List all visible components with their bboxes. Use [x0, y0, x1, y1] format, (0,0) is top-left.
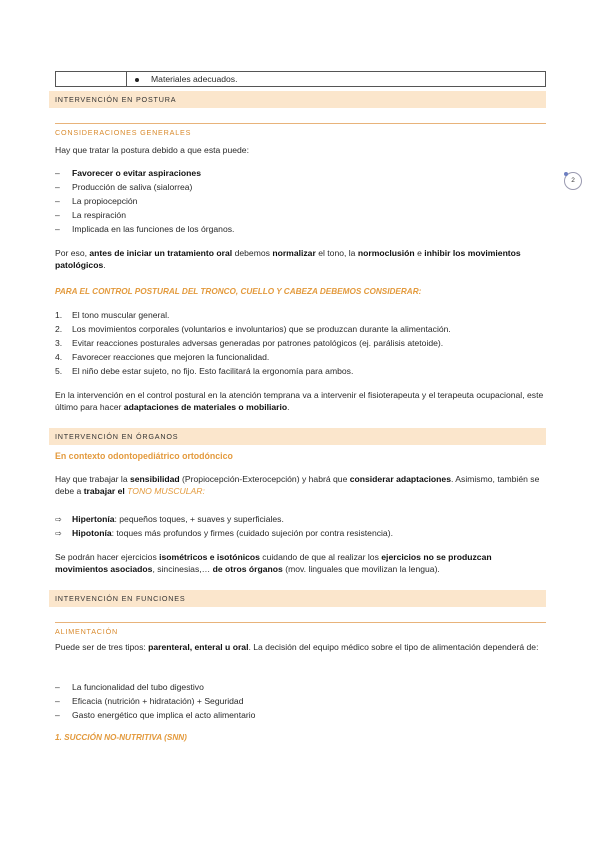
subheading-consideraciones: CONSIDERACIONES GENERALES [55, 123, 546, 138]
paragraph-alimentacion: Puede ser de tres tipos: parenteral, enteral u oral. La decisión del equipo médico sobre el tipo de alimentación dependerá de: [55, 642, 539, 652]
list-item: 5. El niño debe estar sujeto, no fijo. Esto facilitará la ergonomía para ambos. [55, 366, 354, 376]
table-item: Materiales adecuados. [151, 74, 238, 84]
subheading-alimentacion: ALIMENTACIÓN [55, 622, 546, 637]
paragraph-intervencion: En la intervención en el control postural en la atención temprana va a intervenir el fisioterapeuta y el terapeuta ocupacional, este último para hacer adaptaciones de materiales o mobiliario. [55, 390, 544, 413]
table-empty-cell [56, 72, 127, 86]
arrow-icon: ⇨ [55, 515, 62, 524]
subheading-snn: 1. SUCCIÓN NO-NUTRITIVA (SNN) [55, 733, 187, 742]
list-item: – Favorecer o evitar aspiraciones [55, 168, 201, 178]
list-decision [55, 680, 546, 722]
list-item: 1. El tono muscular general. [55, 310, 170, 320]
section-band-organos: INTERVENCIÓN EN ÓRGANOS [49, 428, 546, 445]
paragraph-ejercicios: Se podrán hacer ejercicios isométricos e isotónicos cuidando de que al realizar los ejercicios no se produzcan movimientos asociados, sincinesias,… de otros órganos (mov. linguales que movilizan la lengua). [55, 552, 492, 575]
arrow-icon: ⇨ [55, 529, 62, 538]
badge-dot-icon [564, 172, 568, 176]
subheading-control-postural: PARA EL CONTROL POSTURAL DEL TRONCO, CUELLO Y CABEZA DEBEMOS CONSIDERAR: [55, 287, 422, 296]
paragraph-normalizar: Por eso, antes de iniciar un tratamiento oral debemos normalizar el tono, la normoclusión e inhibir los movimientos patológicos. [55, 248, 521, 271]
list-aspects [55, 166, 546, 236]
list-item: – La respiración [55, 210, 126, 220]
materials-table [55, 71, 546, 87]
bullet-icon [135, 78, 139, 82]
list-item: 3. Evitar reacciones posturales adversas generadas por patrones patológicos (ej. parálisis atetoide). [55, 338, 444, 348]
list-item: 4. Favorecer reacciones que mejoren la funcionalidad. [55, 352, 270, 362]
subheading-odontopediatrico: En contexto odontopediátrico ortodóncico [55, 451, 233, 461]
page-number: 2 [571, 177, 575, 184]
page-number-badge [564, 172, 582, 190]
list-item: – Implicada en las funciones de los órganos. [55, 224, 235, 234]
list-item: – La funcionalidad del tubo digestivo [55, 682, 204, 692]
list-item: – Eficacia (nutrición + hidratación) + Seguridad [55, 696, 244, 706]
paragraph-intro: Hay que tratar la postura debido a que esta puede: [55, 145, 249, 155]
list-item: – Gasto energético que implica el acto alimentario [55, 710, 256, 720]
list-item: ⇨ Hipertonía: pequeños toques, + suaves y superficiales. [55, 512, 546, 526]
list-item: 2. Los movimientos corporales (voluntarios e involuntarios) que se produzcan durante la alimentación. [55, 324, 451, 334]
paragraph-sensibilidad: Hay que trabajar la sensibilidad (Propiocepción-Exterocepción) y habrá que considerar adaptaciones. Asimismo, también se debe a trabajar el TONO MUSCULAR: [55, 474, 540, 497]
section-band-funciones: INTERVENCIÓN EN FUNCIONES [49, 590, 546, 607]
list-tono [55, 512, 546, 540]
list-item: – Producción de saliva (sialorrea) [55, 182, 193, 192]
section-band-postura: INTERVENCIÓN EN POSTURA [49, 91, 546, 108]
table-cell [127, 72, 545, 86]
list-item: – La propiocepción [55, 196, 138, 206]
list-control [55, 308, 546, 378]
list-item: ⇨ Hipotonía: toques más profundos y firmes (cuidado sujeción por contra resistencia). [55, 526, 546, 540]
